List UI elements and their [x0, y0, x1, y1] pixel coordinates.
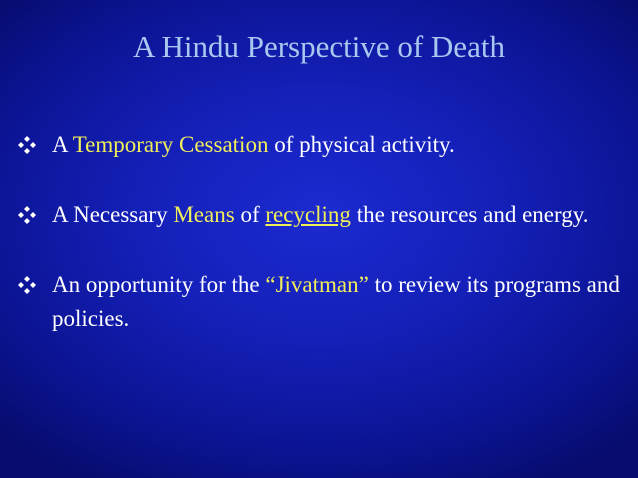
bullet-text: An opportunity for the [52, 272, 260, 297]
bullet-highlight: Means [173, 202, 235, 227]
bullet-highlight: Temporary Cessation [72, 132, 269, 157]
diamond-bullet-icon [18, 268, 42, 302]
bullet-list [18, 128, 628, 336]
diamond-bullet-icon [18, 198, 42, 232]
bullet-highlight: “Jivatman” [265, 272, 369, 297]
bullet-text: A [52, 132, 68, 157]
slide-title: A Hindu Perspective of Death [133, 29, 505, 64]
bullet-text: of physical activity. [274, 132, 455, 157]
bullet-text: A Necessary [52, 202, 168, 227]
bullet-text: the resources and energy. [356, 202, 589, 227]
recycling-link[interactable]: recycling [265, 202, 351, 227]
bullet-text: of [240, 202, 260, 227]
bullet-item [18, 268, 628, 336]
bullet-item [18, 128, 628, 162]
bullet-item [18, 198, 628, 232]
bullet-text: to review its programs and policies. [52, 272, 620, 331]
diamond-bullet-icon [18, 128, 42, 162]
